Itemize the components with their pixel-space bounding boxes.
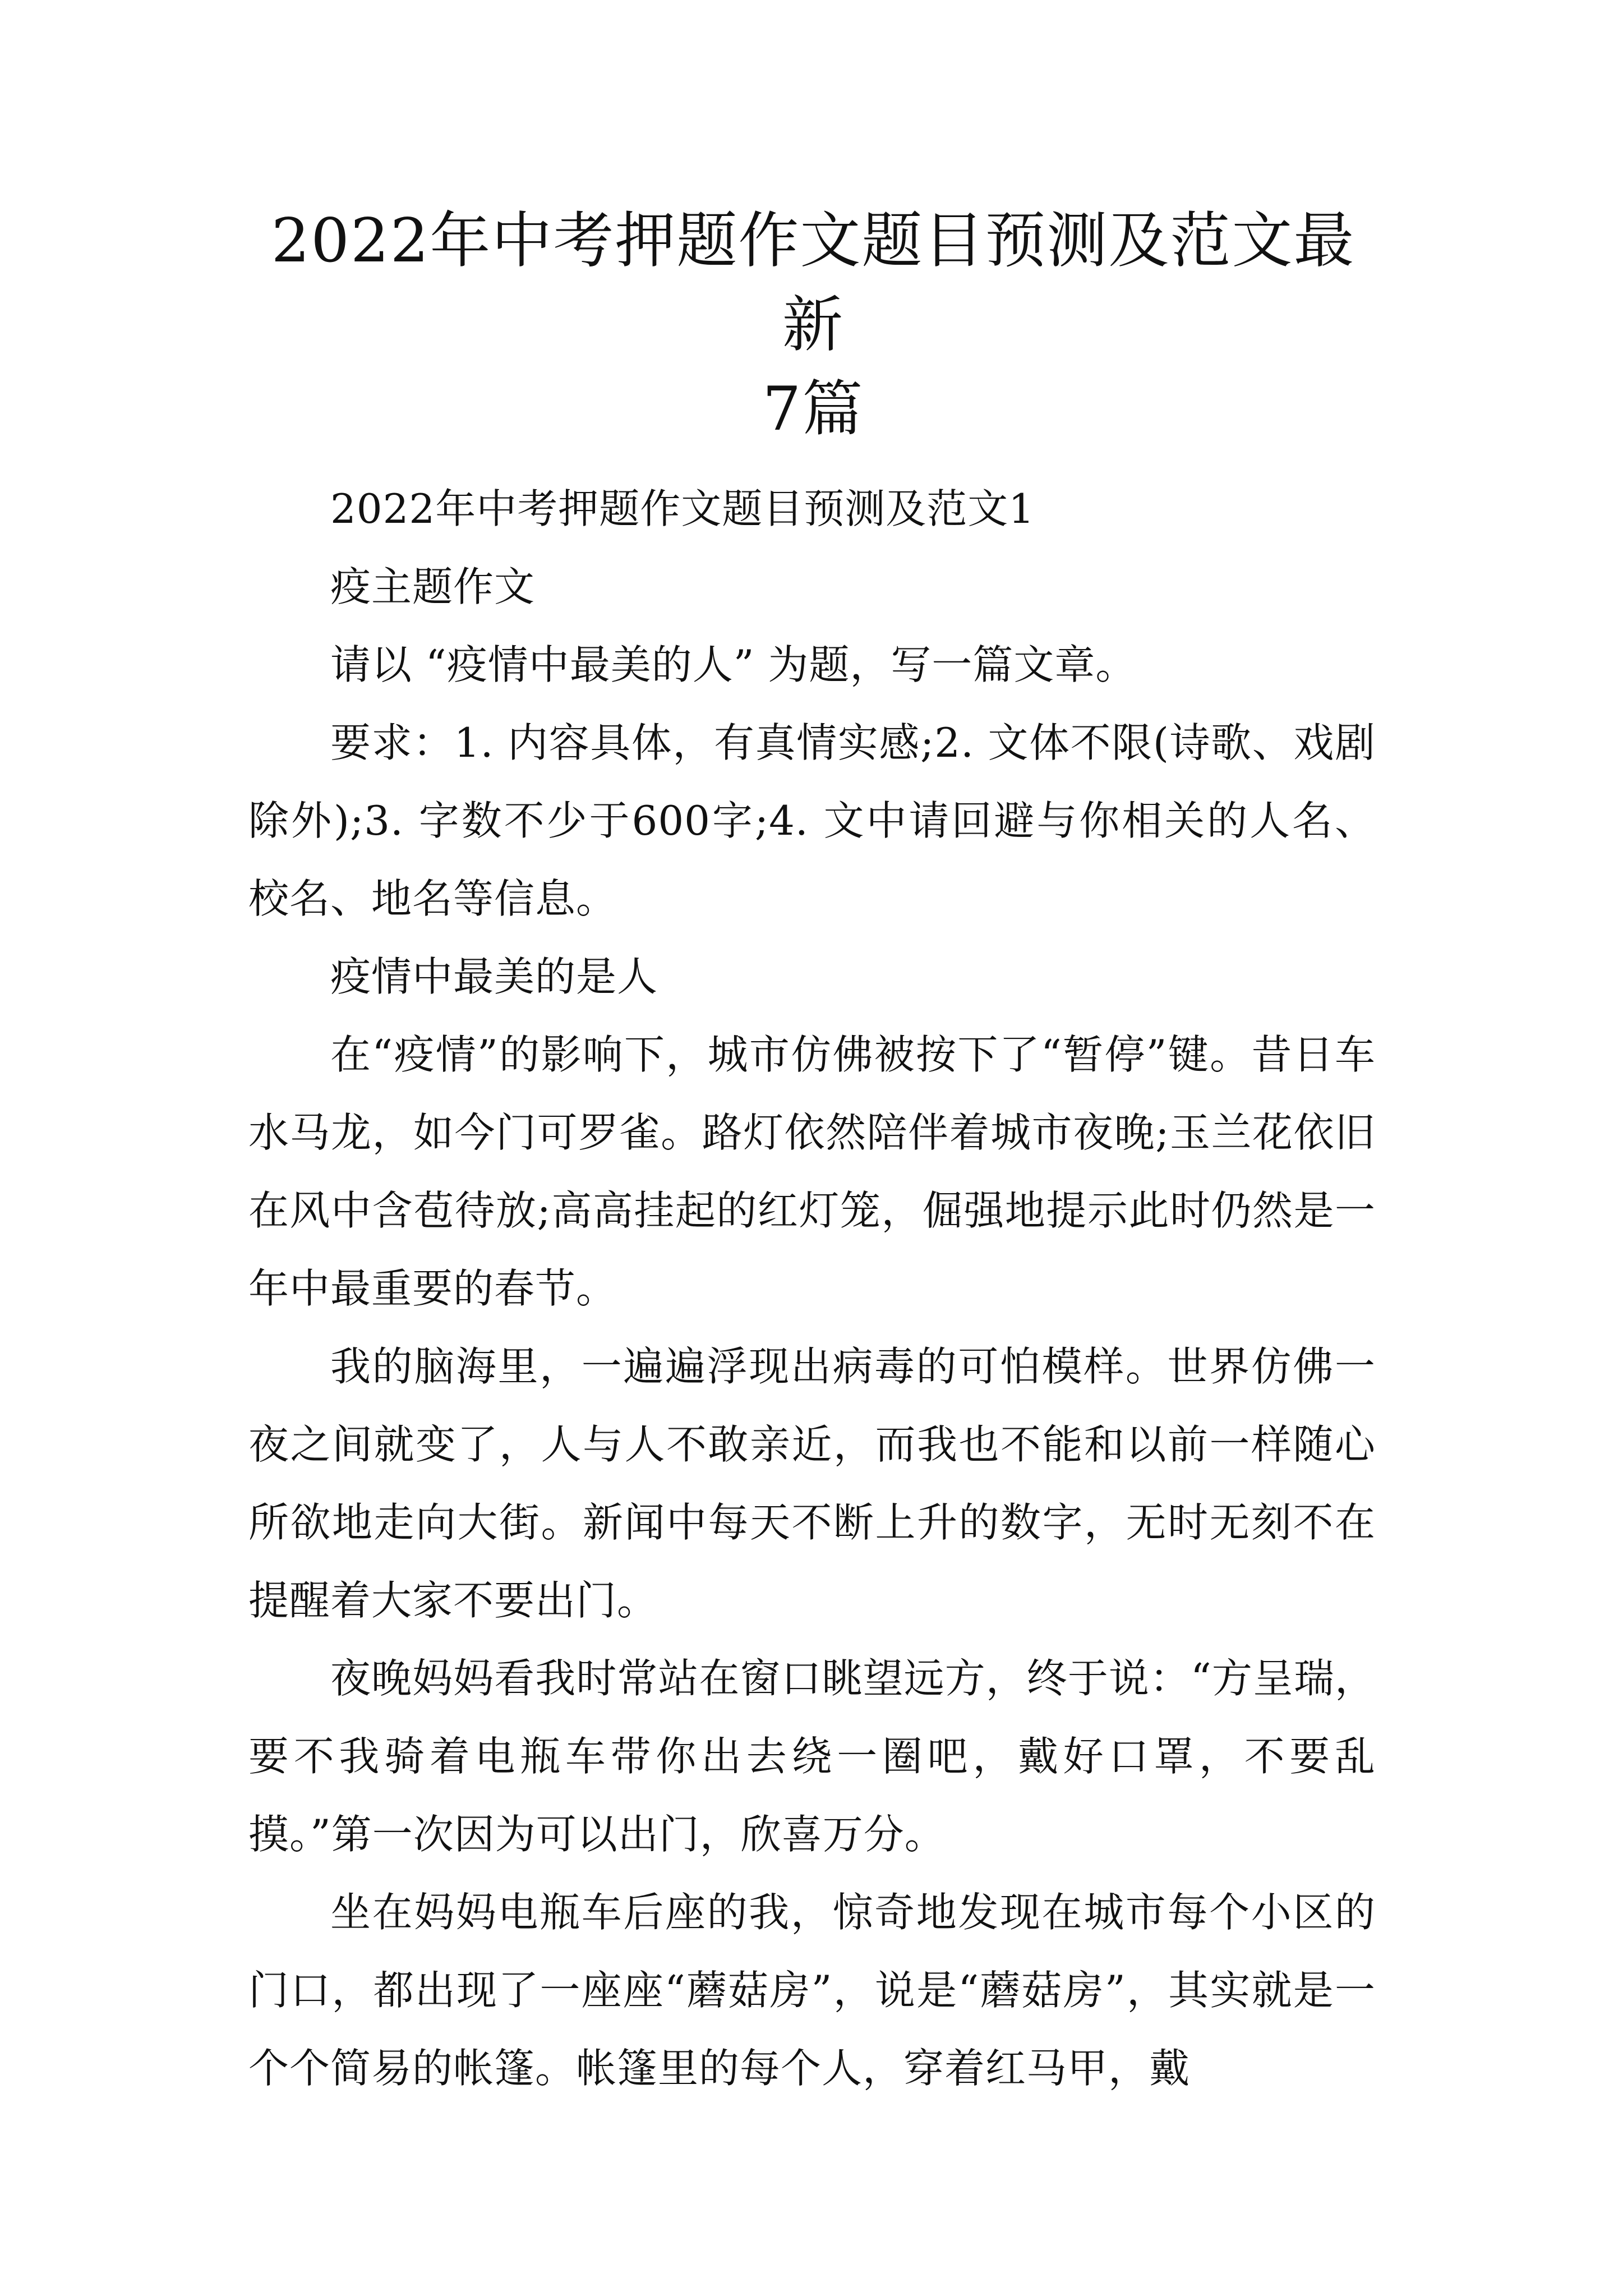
paragraph-body-2: 我的脑海里，一遍遍浮现出病毒的可怕模样。世界仿佛一夜之间就变了，人与人不敢亲近，而我也不能和以前一样随心所欲地走向大街。新闻中每天不断上升的数字，无时无刻不在提醒着大家不要出门。 — [248, 1343, 1376, 1624]
document-title-line-2: 7篇 — [762, 374, 864, 444]
paragraph-essay-heading: 2022年中考押题作文题目预测及范文1 — [330, 485, 1035, 532]
document-title — [247, 199, 1380, 452]
paragraph-requirements: 要求：1. 内容具体，有真情实感;2. 文体不限(诗歌、戏剧除外);3. 字数不少于600字;4. 文中请回避与你相关的人名、校名、地名等信息。 — [248, 719, 1376, 922]
paragraph-prompt: 请以 “疫情中最美的人” 为题，写一篇文章。 — [330, 641, 1137, 688]
document-body — [248, 470, 1376, 2108]
paragraph-body-4: 坐在妈妈电瓶车后座的我，惊奇地发现在城市每个小区的门口，都出现了一座座“蘑菇房”，说是“蘑菇房”，其实就是一个个简易的帐篷。帐篷里的每个人，穿着红马甲，戴 — [248, 1889, 1376, 2092]
paragraph-essay-title: 疫情中最美的是人 — [330, 953, 658, 1000]
paragraph-body-1: 在“疫情”的影响下，城市仿佛被按下了“暂停”键。昔日车水马龙，如今门可罗雀。路灯依然陪伴着城市夜晚;玉兰花依旧在风中含苞待放;高高挂起的红灯笼，倔强地提示此时仍然是一年中最重要的春节。 — [248, 1031, 1376, 1312]
document-title-line-1: 2022年中考押题作文题目预测及范文最新 — [271, 206, 1355, 360]
paragraph-topic: 疫主题作文 — [330, 563, 536, 610]
paragraph-body-3: 夜晚妈妈看我时常站在窗口眺望远方，终于说：“方呈瑞，要不我骑着电瓶车带你出去绕一圈吧，戴好口罩，不要乱摸。”第一次因为可以出门，欣喜万分。 — [248, 1655, 1376, 1858]
